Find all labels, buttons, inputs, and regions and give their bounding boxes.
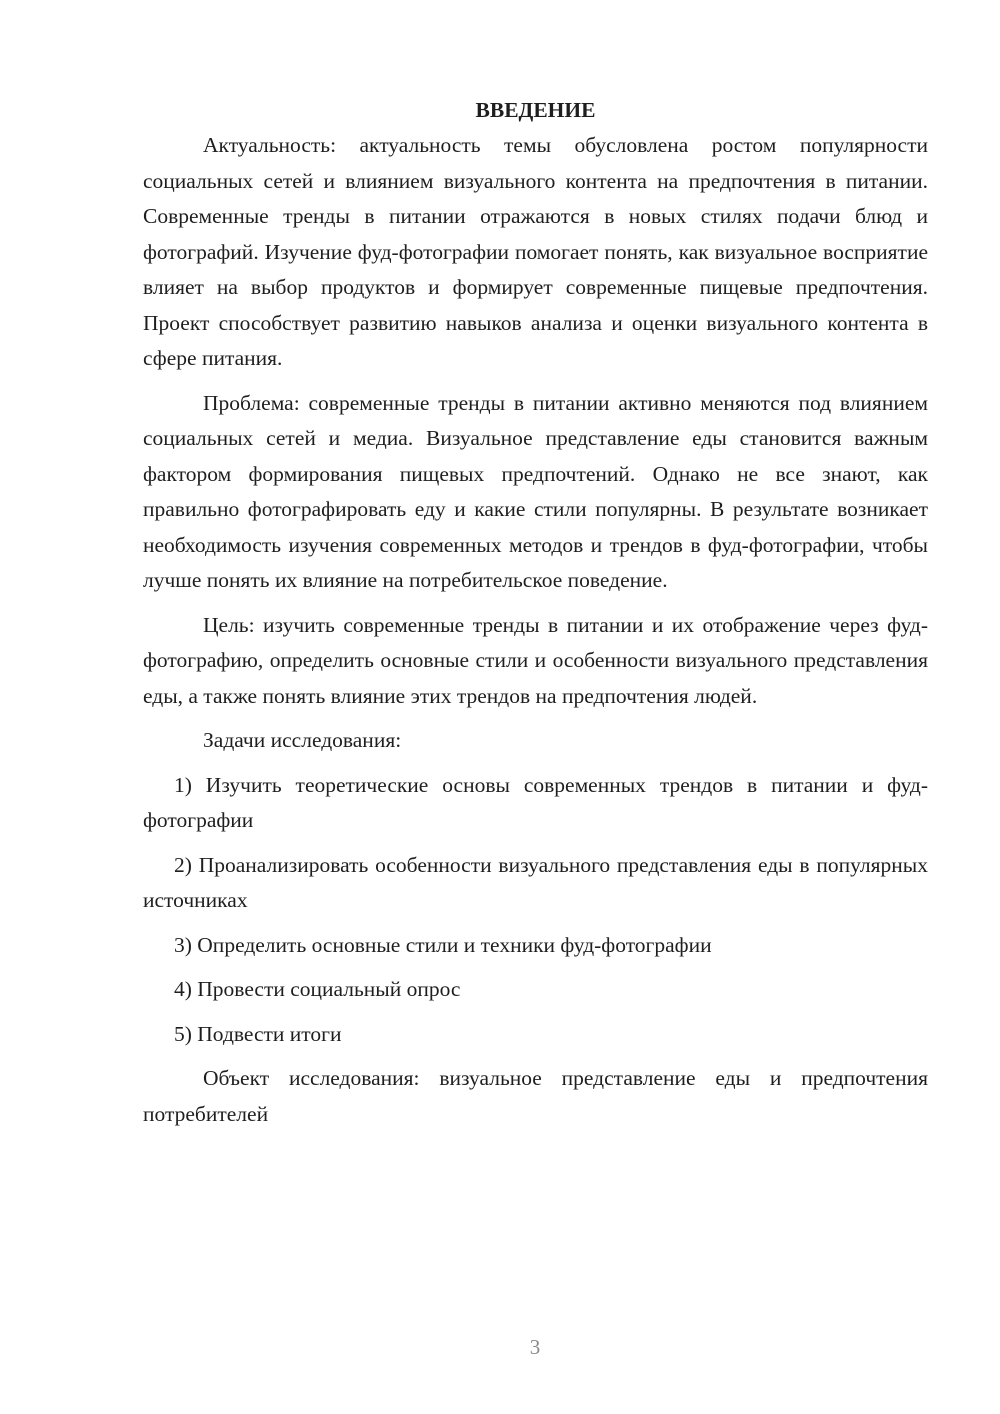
tasks-heading: Задачи исследования:: [203, 728, 402, 752]
paragraph-object: Объект исследования: визуальное представление еды и предпочтения потребителей: [143, 1066, 928, 1126]
page-title: ВВЕДЕНИЕ: [475, 98, 596, 122]
document-page: [143, 92, 928, 1141]
paragraph-problem: Проблема: современные тренды в питании активно меняются под влиянием социальных сетей и медиа. Визуальное представление еды становится важным фактором формирования пищевых предпочтений. Однако не все знают, как правильно фотографировать еду и какие стили популярны. В результате возникает необходимость изучения современных методов и трендов в фуд-фотографии, чтобы лучше понять их влияние на потребительское поведение.: [143, 390, 928, 592]
paragraph-relevance: Актуальность: актуальность темы обусловлена ростом популярности социальных сетей и влиянием визуального контента на предпочтения в питании. Современные тренды в питании отражаются в новых стилях подачи блюд и фотографий. Изучение фуд-фотографии помогает понять, как визуальное восприятие влияет на выбор продуктов и формирует современные пищевые предпочтения. Проект способствует развитию навыков анализа и оценки визуального контента в сфере питания.: [143, 133, 928, 370]
task-item-5: 5) Подвести итоги: [174, 1021, 342, 1046]
task-item-3: 3) Определить основные стили и техники фуд-фотографии: [174, 932, 712, 957]
page-number: 3: [529, 1335, 541, 1359]
task-item-2: 2) Проанализировать особенности визуального представления еды в популярных источниках: [143, 852, 928, 912]
paragraph-goal: Цель: изучить современные тренды в питании и их отображение через фуд-фотографию, определить основные стили и особенности визуального представления еды, а также понять влияние этих трендов на предпочтения людей.: [143, 612, 928, 708]
task-item-1: 1) Изучить теоретические основы современных трендов в питании и фуд-фотографии: [143, 772, 928, 832]
task-item-4: 4) Провести социальный опрос: [174, 977, 461, 1001]
